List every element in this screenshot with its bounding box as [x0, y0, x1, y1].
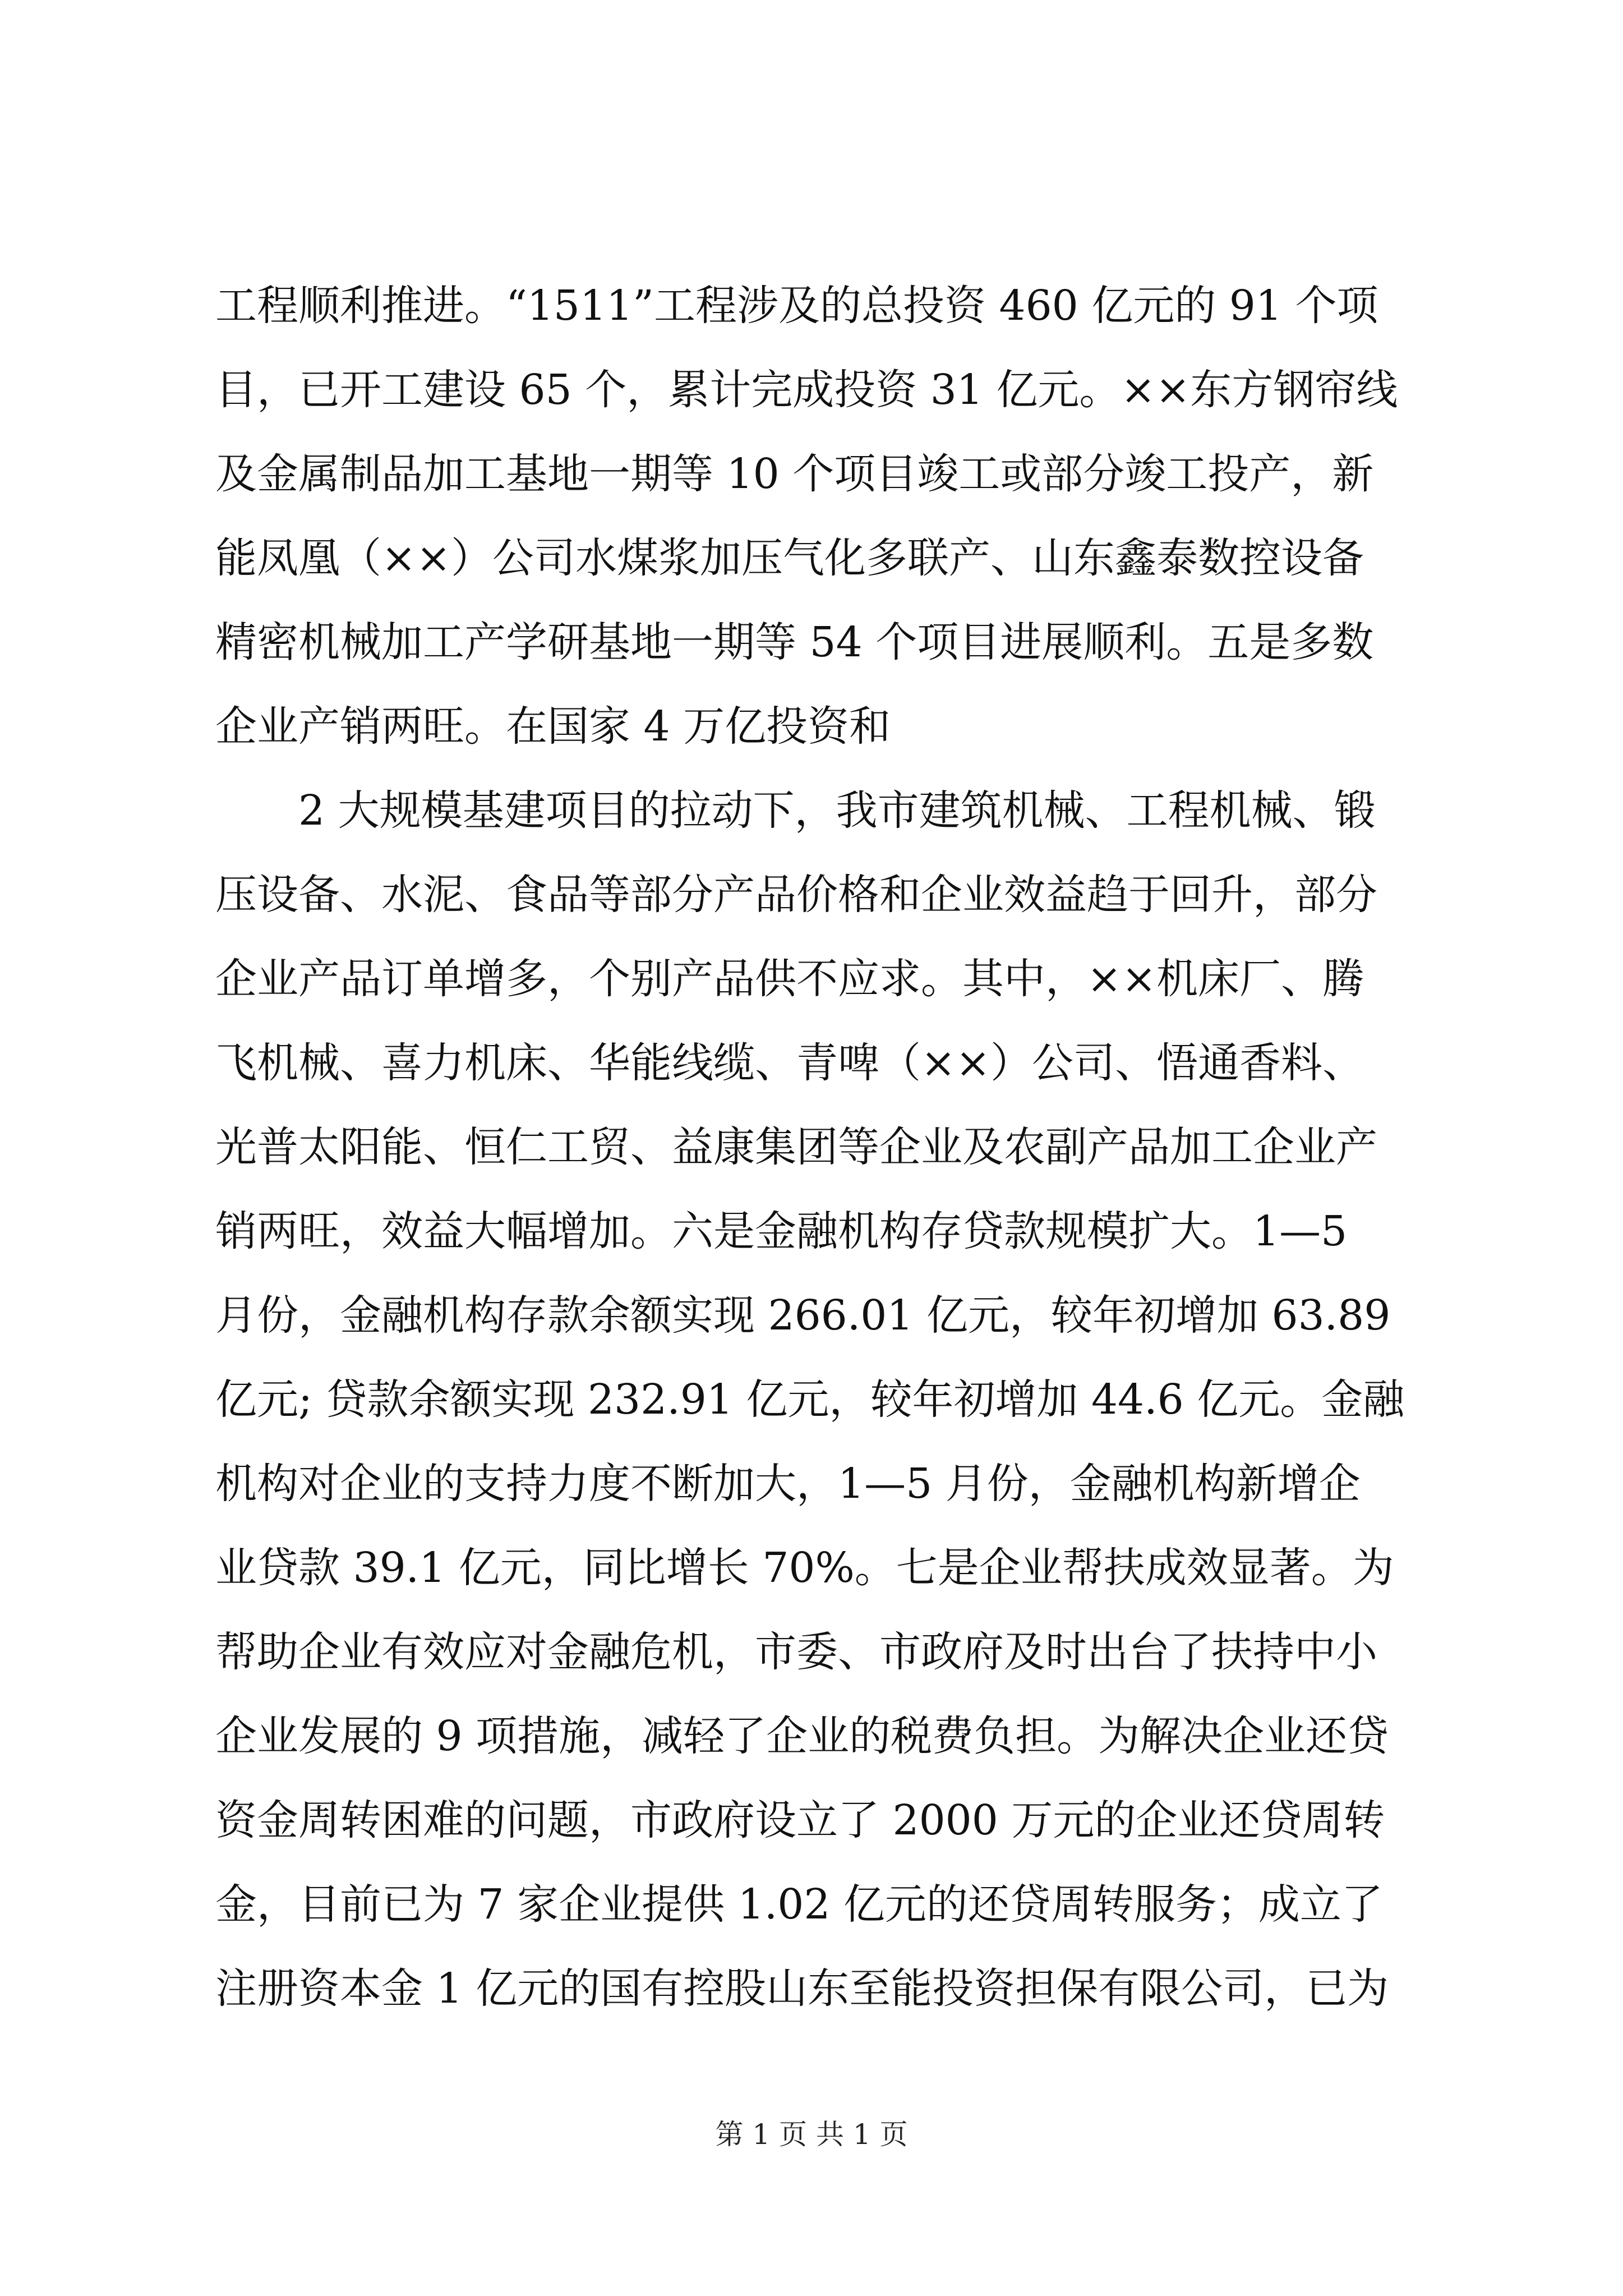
text-line: 精密机械加工产学研基地一期等 54 个项目进展顺利。五是多数	[215, 618, 1374, 666]
text-line: 亿元; 贷款余额实现 232.91 亿元，较年初增加 44.6 亿元。金融	[215, 1375, 1405, 1424]
text-line: 企业产品订单增多，个别产品供不应求。其中，××机床厂、腾	[215, 955, 1364, 1003]
text-line: 业贷款 39.1 亿元，同比增长 70%。七是企业帮扶成效显著。为	[215, 1544, 1394, 1592]
page-number-label: 第 1 页 共 1 页	[715, 2118, 908, 2151]
text-line: 目，已开工建设 65 个，累计完成投资 31 亿元。××东方钢帘线	[215, 366, 1398, 414]
text-line: 金，目前已为 7 家企业提供 1.02 亿元的还贷周转服务；成立了	[215, 1880, 1383, 1929]
text-line: 资金周转困难的问题，市政府设立了 2000 万元的企业还贷周转	[215, 1796, 1385, 1844]
text-line-paragraph-start: 2 大规模基建项目的拉动下，我市建筑机械、工程机械、锻	[298, 786, 1376, 835]
page-footer	[0, 2115, 1623, 2154]
text-line: 注册资本金 1 亿元的国有控股山东至能投资担保有限公司，已为	[215, 1964, 1389, 2013]
body-text	[215, 264, 1427, 2031]
text-line: 企业产销两旺。在国家 4 万亿投资和	[215, 702, 891, 751]
text-line: 月份，金融机构存款余额实现 266.01 亿元，较年初增加 63.89	[215, 1291, 1391, 1340]
text-line: 压设备、水泥、食品等部分产品价格和企业效益趋于回升，部分	[215, 871, 1377, 919]
text-line: 工程顺利推进。“1511”工程涉及的总投资 460 亿元的 91 个项	[215, 282, 1378, 330]
text-line: 机构对企业的支持力度不断加大，1—5 月份，金融机构新增企	[215, 1460, 1361, 1508]
text-line: 及金属制品加工基地一期等 10 个项目竣工或部分竣工投产，新	[215, 450, 1374, 498]
text-line: 企业发展的 9 项措施，减轻了企业的税费负担。为解决企业还贷	[215, 1712, 1389, 1760]
text-line: 光普太阳能、恒仁工贸、益康集团等企业及农副产品加工企业产	[215, 1123, 1377, 1171]
text-line: 能凤凰（××）公司水煤浆加压气化多联产、山东鑫泰数控设备	[215, 534, 1364, 582]
text-line: 飞机械、喜力机床、华能线缆、青啤（××）公司、悟通香料、	[215, 1039, 1364, 1087]
text-line: 帮助企业有效应对金融危机，市委、市政府及时出台了扶持中小	[215, 1628, 1377, 1676]
text-line: 销两旺，效益大幅增加。六是金融机构存贷款规模扩大。1—5	[215, 1207, 1348, 1255]
